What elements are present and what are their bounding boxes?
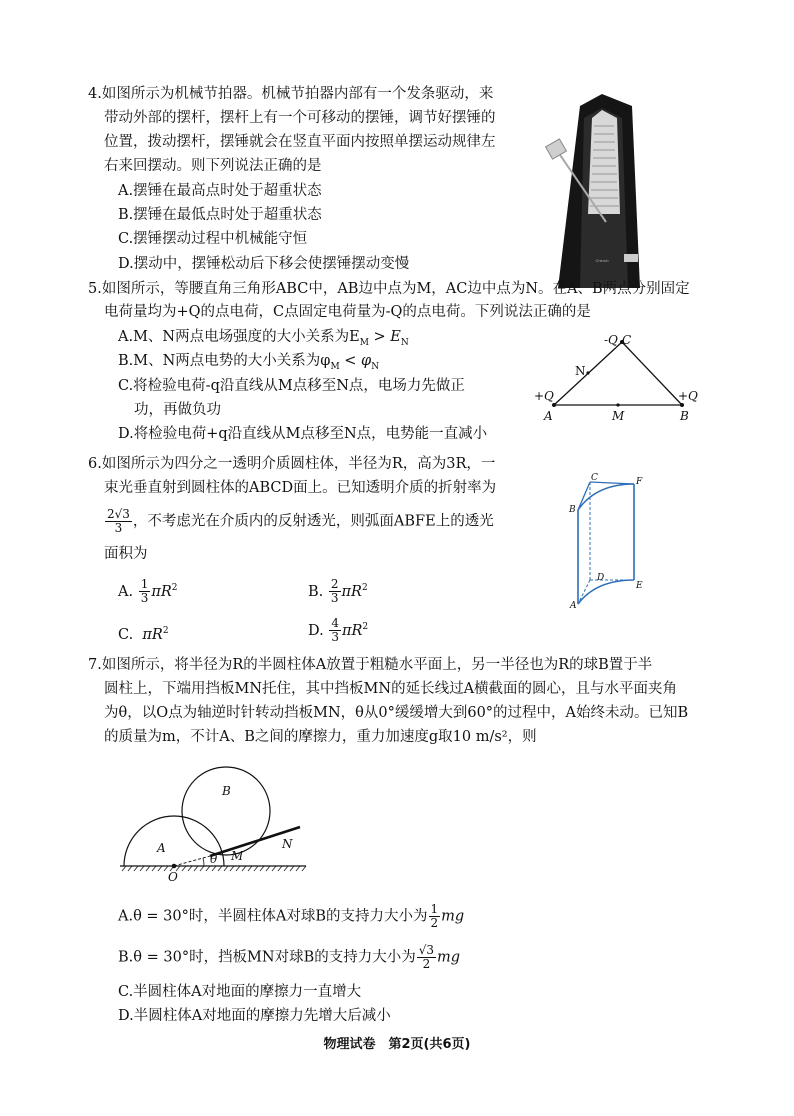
- label-n: N: [575, 364, 586, 378]
- metronome-brand-text: Cherub: [595, 258, 609, 263]
- q7-option-c: C.半圆柱体A对地面的摩擦力一直增大: [118, 984, 362, 1000]
- label-a: A: [157, 841, 166, 855]
- label-m: M: [612, 409, 625, 423]
- semicylinder-ball-figure: [110, 755, 320, 885]
- label-d: D: [597, 573, 605, 583]
- q4-stem-line-1: 4.如图所示为机械节拍器。机械节拍器内部有一个发条驱动，来: [88, 86, 494, 102]
- q4-option-a: A.摆锤在最高点时处于超重状态: [118, 183, 322, 199]
- refractive-index-fraction: $\frac{2√3}{3}$: [107, 507, 130, 535]
- q6-stem-line-3: $\frac{2√3}{3}$ ，不考虑光在介质内的反射透光，则弧面ABFE上的透光: [107, 507, 494, 535]
- metronome-figure: [540, 94, 670, 290]
- label-f: F: [636, 477, 643, 487]
- label-b: B: [680, 409, 689, 423]
- q5-option-a: A.M、N两点电场强度的大小关系为$E_M > E_N$: [118, 329, 409, 348]
- q7-stem-line-1: 7.如图所示，将半径为R的半圆柱体A放置于粗糙水平面上，另一半径也为R的球B置于半: [88, 657, 653, 673]
- q4-option-c: C.摆锤摆动过程中机械能守恒: [118, 231, 308, 247]
- label-n: N: [282, 837, 293, 851]
- q7-option-a: A.θ = 30°时，半圆柱体A对球B的支持力大小为 $\frac{1}{2}$ mg: [118, 902, 465, 930]
- triangle-charge-figure: [530, 328, 710, 424]
- q5-stem-line-1: 5.如图所示，等腰直角三角形ABC中，AB边中点为M，AC边中点为N。在A、B两点分别固定: [88, 281, 690, 297]
- q7-stem-line-2: 圆柱上，下端用挡板MN托住，其中挡板MN的延长线过A横截面的圆心，且与水平面夹角: [104, 681, 678, 697]
- q7-option-b: B.θ = 30°时，挡板MN对球B的支持力大小为 $\frac{√3}{2}$ mg: [118, 943, 461, 971]
- q6-stem-line-1: 6.如图所示为四分之一透明介质圆柱体，半径为R，高为3R，一: [88, 456, 496, 472]
- label-c: C: [591, 473, 598, 483]
- q4-option-d: D.摆动中，摆锤松动后下移会使摆锤摆动变慢: [118, 256, 410, 272]
- label-pos-q-a: +Q: [534, 389, 554, 403]
- label-a: A: [570, 601, 577, 611]
- q7-stem-line-4: 的质量为m，不计A、B之间的摩擦力，重力加速度g取10 m/s²，则: [104, 729, 537, 745]
- label-c: C: [622, 333, 632, 347]
- q5-option-c-line-1: C.将检验电荷-q沿直线从M点移至N点，电场力先做正: [118, 378, 465, 394]
- q6-option-c: C. $\pi R^2$: [118, 626, 169, 643]
- q4-stem-line-2: 带动外部的摆杆，摆杆上有一个可移动的摆锤，调节好摆锤的: [104, 110, 496, 126]
- label-b: B: [569, 505, 576, 515]
- q6-option-b: B. $\frac{2}{3}$ $\pi R^2$: [308, 577, 368, 606]
- q5-option-d: D.将检验电荷+q沿直线从M点移至N点，电势能一直减小: [118, 426, 488, 442]
- q6-stem-line-2: 束光垂直射到圆柱体的ABCD面上。已知透明介质的折射率为: [104, 480, 497, 496]
- label-b: B: [222, 784, 231, 798]
- q4-stem-line-4: 右来回摆动。则下列说法正确的是: [104, 158, 322, 174]
- q4-option-b: B.摆锤在最低点时处于超重状态: [118, 207, 322, 223]
- q7-option-d: D.半圆柱体A对地面的摩擦力先增大后减小: [118, 1008, 391, 1024]
- label-pos-q-b: +Q: [678, 389, 698, 403]
- q6-option-d: D. $\frac{4}{3}$ $\pi R^2$: [308, 616, 369, 645]
- label-m: M: [231, 849, 244, 863]
- label-a: A: [544, 409, 553, 423]
- q6-stem-line-4: 面积为: [104, 546, 148, 562]
- q7-stem-line-3: 为θ，以O点为轴逆时针转动挡板MN，θ从0°缓缓增大到60°的过程中，A始终未动。已知B: [104, 705, 689, 721]
- q6-option-a: A. $\frac{1}{3}$ $\pi R^2$: [118, 577, 178, 606]
- page-footer: 物理试卷 第2页(共6页): [323, 1037, 471, 1052]
- label-neg-q: -Q: [604, 333, 618, 347]
- label-e: E: [636, 581, 643, 591]
- q5-option-b: B.M、N两点电势的大小关系为$\varphi_M < \varphi_N$: [118, 353, 380, 372]
- label-o: O: [168, 870, 178, 884]
- label-theta: θ: [210, 852, 218, 866]
- quarter-cylinder-figure: [562, 470, 662, 618]
- q5-option-c-line-2: 功，再做负功: [134, 402, 221, 418]
- q5-stem-line-2: 电荷量均为+Q的点电荷，C点固定电荷量为-Q的点电荷。下列说法正确的是: [104, 304, 591, 320]
- q4-stem-line-3: 位置，拨动摆杆，摆锤就会在竖直平面内按照单摆运动规律左: [104, 134, 496, 150]
